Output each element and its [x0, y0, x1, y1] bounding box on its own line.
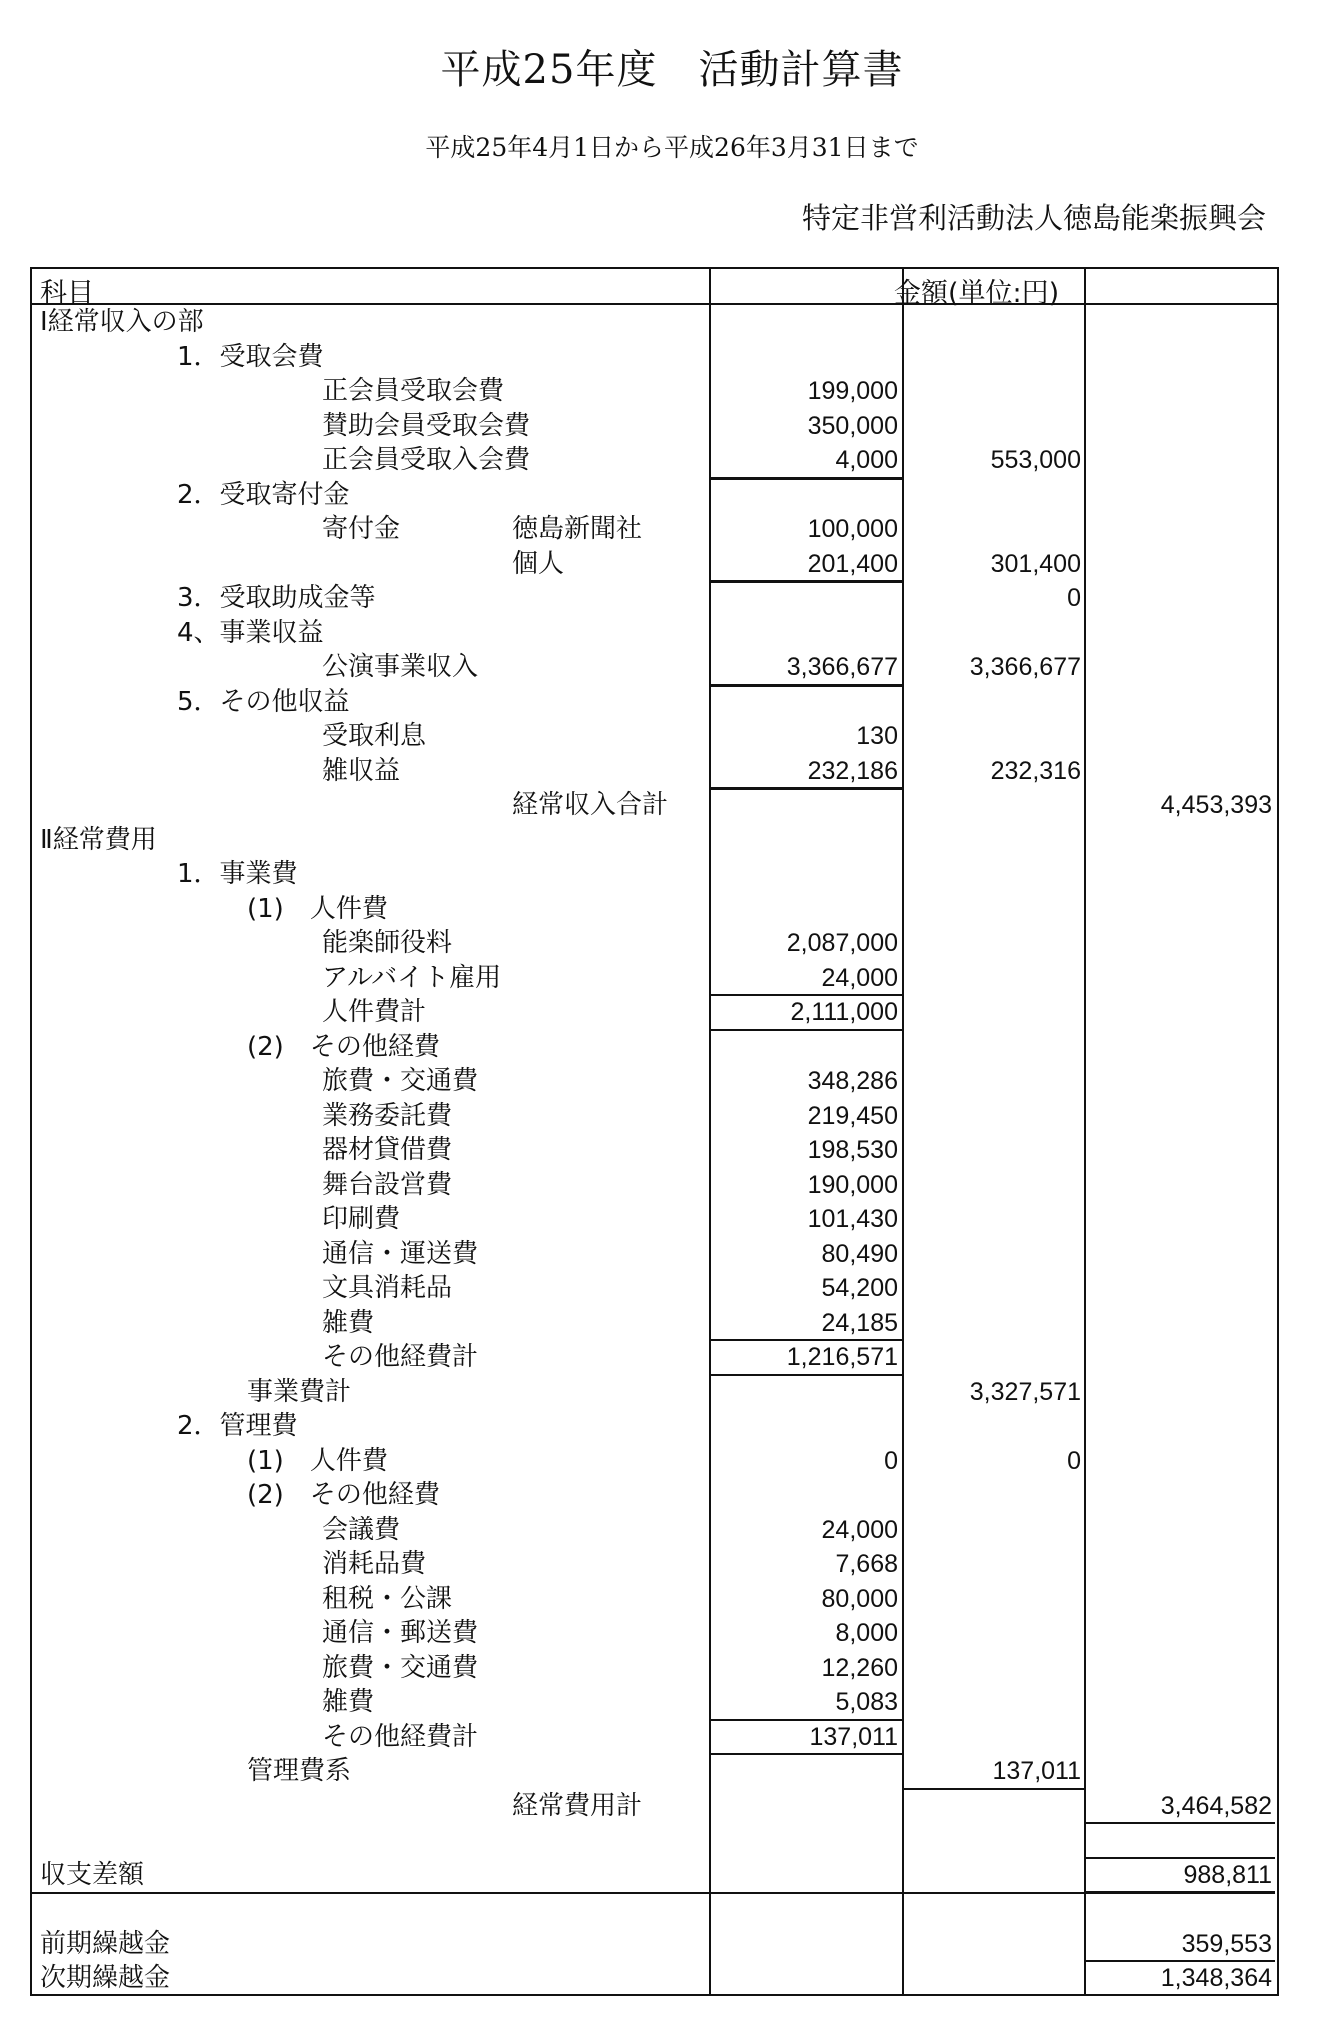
amount-subtotal: 232,316 [990, 756, 1081, 785]
row-label: Ⅰ経常収入の部 [40, 307, 204, 337]
row-label: 受取利息 [322, 721, 427, 751]
row-label: 租税・公課 [322, 1583, 453, 1614]
amount-detail: 12,260 [821, 1653, 898, 1682]
header-subject: 科目 [40, 278, 94, 309]
row-label: 5．その他収益 [177, 686, 350, 717]
row-label: 1．事業費 [177, 859, 298, 889]
amount-detail: 24,000 [821, 963, 898, 992]
amount-detail: 8,000 [835, 1619, 898, 1647]
row-label: 雑収益 [322, 755, 401, 786]
amount-detail: 100,000 [807, 515, 898, 543]
amount-detail: 232,186 [807, 756, 898, 785]
row-sublabel: 経常費用計 [512, 1790, 643, 1821]
row-label: 能楽師役料 [322, 928, 453, 958]
amount-subtotal: 0 [1067, 584, 1081, 612]
row-label: 消耗品費 [322, 1549, 427, 1579]
row-sublabel: 個人 [512, 548, 565, 579]
row-label: 1．受取会費 [177, 341, 324, 372]
amount-detail: 80,490 [821, 1239, 898, 1268]
amount-subtotal: 301,400 [990, 549, 1081, 578]
row-label: Ⅱ経常費用 [40, 824, 157, 855]
underline-rule [903, 1788, 1084, 1790]
row-label: 2．受取寄付金 [177, 479, 350, 510]
row-label: 印刷費 [322, 1204, 401, 1234]
amount-detail: 24,000 [821, 1515, 898, 1544]
row-label: 通信・郵送費 [322, 1618, 479, 1648]
amount-detail: 0 [884, 1446, 898, 1475]
amount-total: 4,453,393 [1160, 791, 1272, 819]
amount-subtotal: 0 [1067, 1446, 1081, 1475]
row-label: 3．受取助成金等 [177, 583, 376, 613]
amount-detail: 3,366,677 [786, 653, 898, 681]
organization-name: 特定非営利活動法人徳島能楽振興会 [801, 201, 1266, 235]
row-label: 旅費・交通費 [322, 1066, 479, 1096]
underline-rule [710, 788, 902, 790]
amount-detail: 201,400 [807, 549, 898, 578]
header-divider [32, 303, 1277, 305]
amount-detail: 190,000 [807, 1170, 898, 1199]
row-sublabel: 徳島新聞社 [512, 514, 643, 544]
document-title: 平成25年度 活動計算書 [440, 47, 904, 93]
row-label: 正会員受取入会費 [322, 445, 531, 475]
row-sublabel: 経常収入合計 [512, 790, 669, 820]
row-label: (2) その他経費 [247, 1031, 440, 1062]
amount-detail: 198,530 [807, 1136, 898, 1164]
row-label: 文具消耗品 [322, 1273, 453, 1303]
row-label: 雑費 [322, 1687, 375, 1717]
row-label: その他経費計 [322, 1721, 479, 1752]
amount-detail: 130 [856, 722, 898, 750]
row-label: 業務委託費 [322, 1100, 453, 1131]
amount-detail: 219,450 [807, 1101, 898, 1130]
fiscal-period: 平成25年4月1日から平成26年3月31日まで [425, 133, 919, 162]
row-label: その他経費計 [322, 1342, 479, 1372]
statement-table [30, 267, 1279, 1996]
row-label: (1) 人件費 [247, 893, 388, 924]
row-label: 正会員受取会費 [322, 376, 505, 406]
row-label: 賛助会員受取会費 [322, 410, 531, 441]
amount-detail: 350,000 [807, 411, 898, 440]
amount-detail: 348,286 [807, 1067, 898, 1095]
amount-detail: 199,000 [807, 377, 898, 405]
header-amount: 金額(単位:円) [894, 278, 1060, 309]
row-label: 通信・運送費 [322, 1238, 479, 1269]
amount-detail: 1,216,571 [786, 1343, 898, 1371]
row-label: 雑費 [322, 1307, 375, 1338]
amount-detail: 101,430 [807, 1205, 898, 1233]
amount-detail: 2,087,000 [786, 929, 898, 957]
amount-detail: 7,668 [835, 1550, 898, 1578]
amount-subtotal: 553,000 [990, 446, 1081, 474]
amount-detail: 5,083 [835, 1688, 898, 1716]
row-label: 器材貸借費 [322, 1135, 453, 1165]
underline-rule [710, 478, 902, 480]
underline-rule [710, 581, 902, 583]
underline-rule [1085, 1822, 1275, 1824]
amount-detail: 4,000 [835, 446, 898, 474]
amount-subtotal: 3,366,677 [969, 653, 1081, 681]
row-label: 寄付金 [322, 514, 401, 544]
section-rule [32, 1892, 1275, 1894]
amount-detail: 54,200 [821, 1274, 898, 1302]
row-label: 会議費 [322, 1514, 401, 1545]
row-label: (1) 人件費 [247, 1445, 388, 1476]
row-label: 事業費計 [247, 1376, 352, 1407]
row-label: 次期繰越金 [40, 1963, 171, 1993]
amount-detail: 137,011 [809, 1722, 898, 1751]
underline-rule [710, 1753, 902, 1755]
row-label: 公演事業収入 [322, 652, 479, 682]
row-label: 収支差額 [40, 1859, 145, 1890]
underline-rule [710, 1029, 902, 1031]
row-label: 舞台設営費 [322, 1169, 453, 1200]
row-label: (2) その他経費 [247, 1480, 440, 1510]
amount-detail: 2,111,000 [790, 998, 898, 1026]
row-label: 旅費・交通費 [322, 1652, 479, 1683]
amount-total: 988,811 [1183, 1860, 1272, 1889]
row-label: 管理費系 [247, 1756, 352, 1786]
row-label: アルバイト雇用 [322, 962, 502, 993]
row-label: 4、事業収益 [177, 617, 324, 648]
row-label: 2．管理費 [177, 1411, 298, 1441]
amount-subtotal: 3,327,571 [969, 1377, 1081, 1406]
underline-rule [710, 685, 902, 687]
row-label: 前期繰越金 [40, 1928, 171, 1959]
column-divider-b [1084, 269, 1086, 1994]
amount-detail: 80,000 [821, 1584, 898, 1613]
amount-detail: 24,185 [821, 1308, 898, 1337]
amount-total: 1,348,364 [1160, 1964, 1272, 1992]
row-label: 人件費計 [322, 997, 427, 1027]
amount-subtotal: 137,011 [992, 1757, 1081, 1785]
amount-total: 359,553 [1181, 1929, 1272, 1958]
underline-rule [710, 1374, 902, 1376]
amount-total: 3,464,582 [1160, 1791, 1272, 1820]
column-divider-a [902, 269, 904, 1994]
